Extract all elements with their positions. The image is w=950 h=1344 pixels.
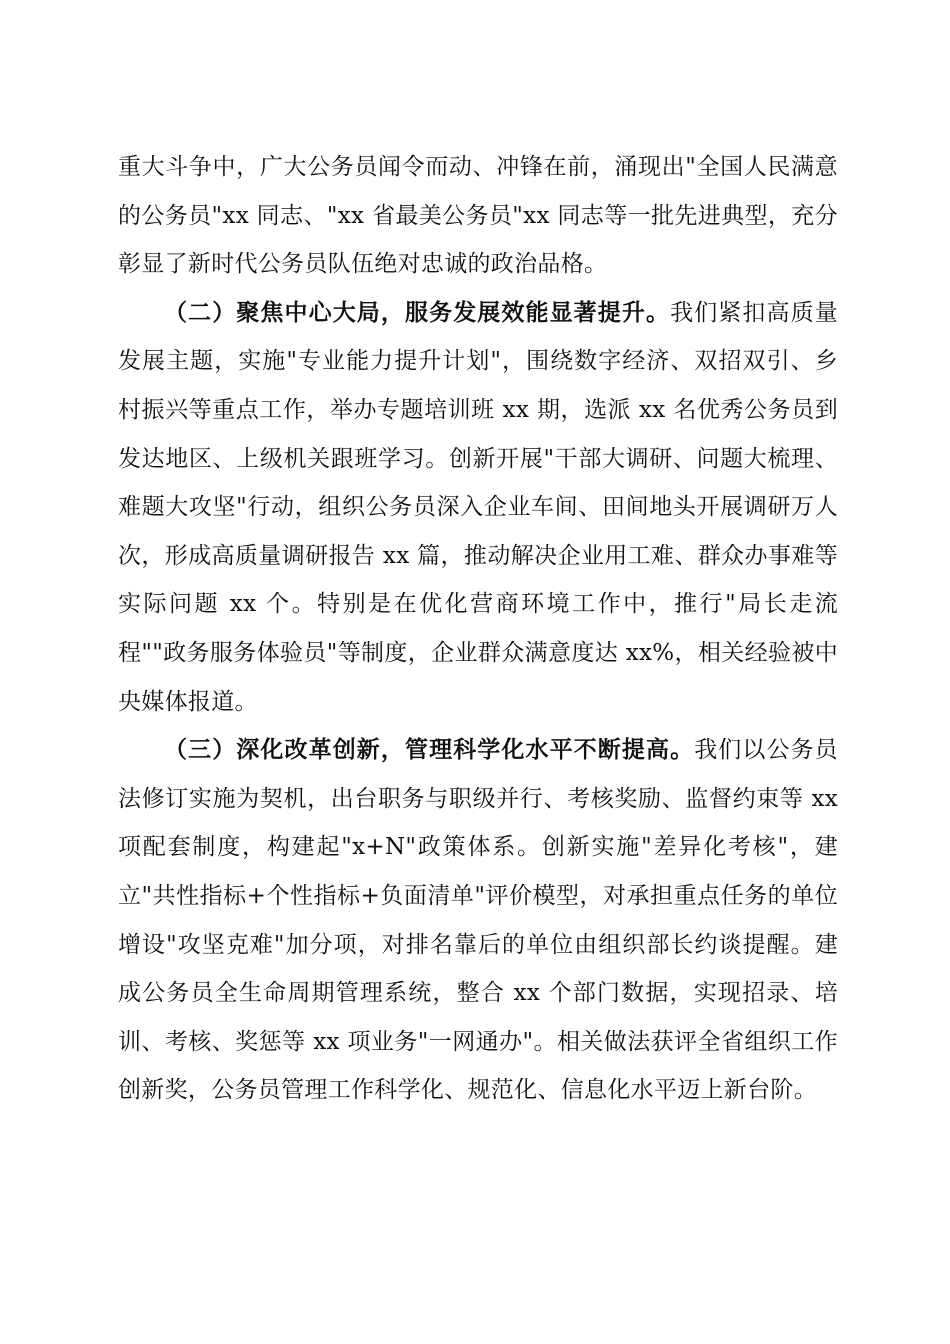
section-heading: （三）深化改革创新，管理科学化水平不断提高。 xyxy=(164,736,695,764)
paragraph-continuation xyxy=(118,143,838,289)
paragraph-text: 我们以公务员法修订实施为契机，出台职务与职级并行、考核奖励、监督约束等 xx 项配套制度，构建起"x+N"政策体系。创新实施"差异化考核"，建立"共性指标+个性指标+负面清单"评价模型，对承担重点任务的单位增设"攻坚克难"加分项，对排名靠后的单位由组织部长约谈提醒。建成公务员全生命周期管理系统，整合 xx 个部门数据，实现招录、培训、考核、奖惩等 xx 项业务"一网通办"。相关做法获评全省组织工作创新奖，公务员管理工作科学化、规范化、信息化水平迈上新台阶。 xyxy=(118,737,838,1104)
paragraph-text: 我们紧扣高质量发展主题，实施"专业能力提升计划"，围绕数字经济、双招双引、乡村振兴等重点工作，举办专题培训班 xx 期，选派 xx 名优秀公务员到发达地区、上级机关跟班学习。创新开展"干部大调研、问题大梳理、难题大攻坚"行动，组织公务员深入企业车间、田间地头开展调研万人次，形成高质量调研报告 xx 篇，推动解决企业用工难、群众办事难等实际问题 xx 个。特别是在优化营商环境工作中，推行"局长走流程""政务服务体验员"等制度，企业群众满意度达 xx%，相关经验被中央媒体报道。 xyxy=(118,299,838,715)
section-heading: （二）聚焦中心大局，服务发展效能显著提升。 xyxy=(164,298,671,326)
paragraph-text: 重大斗争中，广大公务员闻令而动、冲锋在前，涌现出"全国人民满意的公务员"xx 同志、"xx 省最美公务员"xx 同志等一批先进典型，充分彰显了新时代公务员队伍绝对忠诚的政治品格。 xyxy=(118,154,838,278)
paragraph-section-three xyxy=(118,726,838,1115)
document-body xyxy=(118,143,838,1115)
paragraph-section-two xyxy=(118,289,838,726)
